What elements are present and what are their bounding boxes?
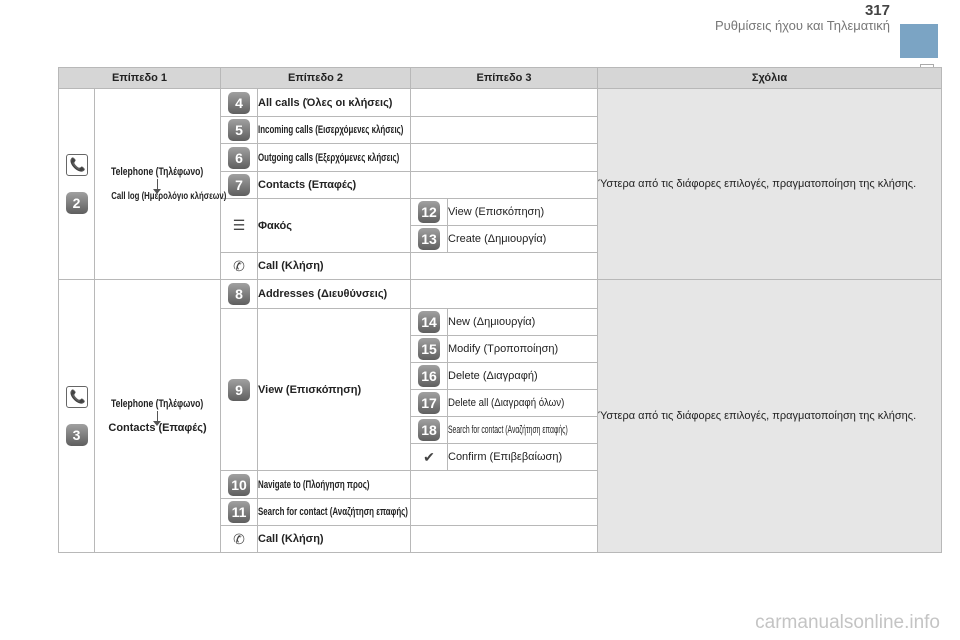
comment-cell: Ύστερα από τις διάφορες επιλογές, πραγματοποίηση της κλήσης. [598, 280, 942, 553]
comment-cell: Ύστερα από τις διάφορες επιλογές, πραγματοποίηση της κλήσης. [598, 89, 942, 280]
menu-item [258, 117, 411, 144]
header-level-1: Επίπεδο 1 [59, 68, 221, 89]
watermark: carmanualsonline.info [755, 612, 940, 633]
page-number: 317 [864, 2, 890, 19]
submenu-item: Delete all (Διαγραφή όλων) [448, 390, 598, 417]
menu-item [258, 199, 411, 253]
step-badge: 2 [66, 192, 88, 214]
menu-item-label: Addresses (Διευθύνσεις) [258, 288, 388, 300]
menu-table [58, 67, 942, 553]
submenu-item: New (Δημιουργία) [448, 309, 598, 336]
submenu-item: View (Επισκόπηση) [448, 199, 598, 226]
menu-item [258, 526, 411, 553]
step-badge: 7 [228, 174, 250, 196]
submenu-item: Create (Δημιουργία) [448, 226, 598, 253]
menu-item-label: Incoming calls (Εισερχόμενες κλήσεις) [258, 124, 404, 136]
menu-item [258, 144, 411, 172]
step-badge: 8 [228, 283, 250, 305]
menu-item [258, 253, 411, 280]
step-badge: 17 [418, 392, 440, 414]
menu-item-label: View (Επισκόπηση) [258, 383, 362, 396]
menu-item-label: Contacts (Επαφές) [258, 179, 357, 191]
handset-icon: ✆ [233, 257, 245, 274]
menu-item-label: Φακός [258, 219, 292, 232]
section-icon-cell [59, 89, 95, 280]
menu-item [258, 172, 411, 199]
menu-item [258, 280, 411, 309]
phone-icon: 📞 [66, 386, 88, 408]
menu-item-label: Call (Κλήση) [258, 533, 324, 545]
phone-icon: 📞 [66, 154, 88, 176]
section-icon-cell [59, 280, 95, 553]
step-badge: 11 [228, 501, 250, 523]
checkmark-icon: ✔ [423, 448, 435, 465]
menu-item [258, 89, 411, 117]
step-badge: 6 [228, 147, 250, 169]
menu-item-label: Outgoing calls (Εξερχόμενες κλήσεις) [258, 151, 400, 164]
submenu-item: Delete (Διαγραφή) [448, 363, 598, 390]
level1-subtitle: Contacts (Επαφές) [108, 422, 207, 434]
level1-cell [95, 89, 227, 280]
step-badge: 9 [228, 379, 250, 401]
level1-title: Telephone (Τηλέφωνο) [111, 166, 204, 178]
header-comments: Σχόλια [598, 68, 942, 89]
level1-title: Telephone (Τηλέφωνο) [111, 398, 204, 410]
menu-item [258, 309, 411, 471]
step-badge: 3 [66, 424, 88, 446]
menu-item-label: Navigate to (Πλοήγηση προς) [258, 478, 370, 491]
header-level-3: Επίπεδο 3 [411, 68, 598, 89]
contact-list-icon: ☰ [232, 217, 246, 233]
submenu-item: Search for contact (Αναζήτηση επαφής) [448, 417, 598, 444]
down-arrow-icon [157, 411, 158, 421]
level1-subtitle: Call log (Ημερολόγιο κλήσεων) [111, 191, 227, 202]
menu-item-label: Search for contact (Αναζήτηση επαφής) [258, 506, 408, 518]
step-badge: 4 [228, 92, 250, 114]
chapter-tab [900, 24, 938, 58]
step-badge: 12 [418, 201, 440, 223]
menu-item-label: All calls (Όλες οι κλήσεις) [258, 96, 393, 109]
submenu-item: Modify (Τροποποίηση) [448, 336, 598, 363]
submenu-item: Confirm (Επιβεβαίωση) [448, 444, 598, 471]
step-badge: 5 [228, 119, 250, 141]
step-badge: 13 [418, 228, 440, 250]
section-title: Ρυθμίσεις ήχου και Τηλεματική [714, 18, 890, 33]
header-level-2: Επίπεδο 2 [221, 68, 411, 89]
down-arrow-icon [157, 179, 158, 189]
handset-icon: ✆ [233, 530, 245, 547]
step-badge: 15 [418, 338, 440, 360]
level1-cell [95, 280, 221, 553]
menu-item [258, 499, 411, 526]
step-badge: 14 [418, 311, 440, 333]
menu-item [258, 471, 411, 499]
step-badge: 10 [228, 474, 250, 496]
step-badge: 18 [418, 419, 440, 441]
step-badge: 16 [418, 365, 440, 387]
menu-item-label: Call (Κλήση) [258, 260, 324, 272]
